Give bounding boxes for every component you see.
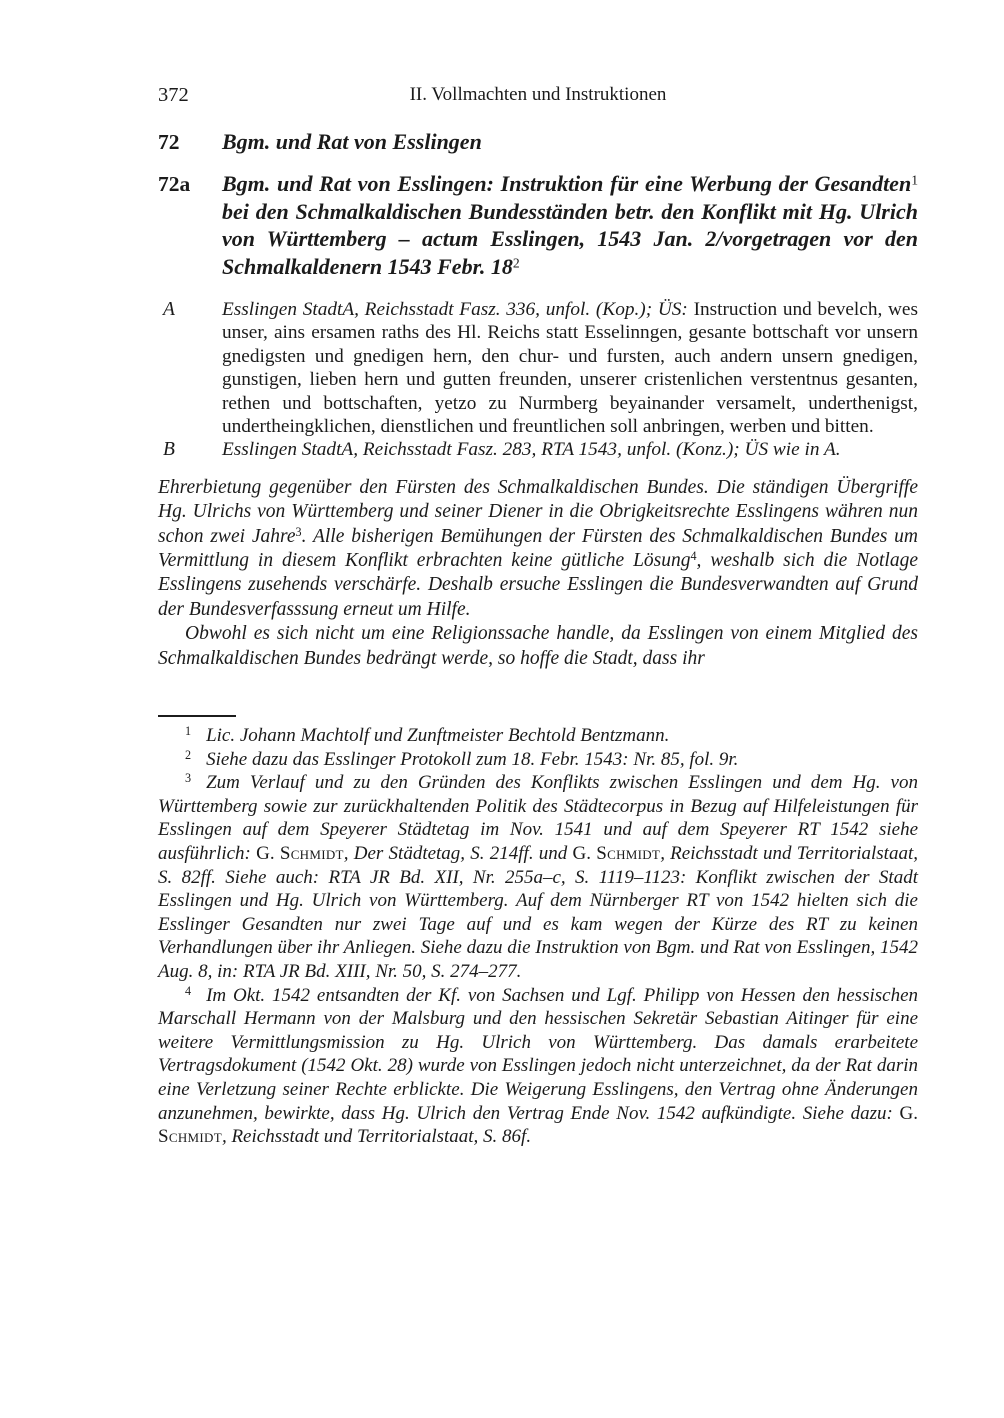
running-head: II. Vollmachten und Instruktionen <box>409 84 667 105</box>
footnote-4-number: 4 <box>185 983 192 998</box>
regest-summary <box>158 476 918 671</box>
footnote-3-number: 3 <box>185 771 192 786</box>
entry-72a-title: Bgm. und Rat von Esslingen: Instruktion für eine Werbung der Gesandten$^1$ bei den Schmalkaldischen Bundesständen betr. den Konflikt mit Hg. Ulrich von Württemberg – actum Esslingen, 1543 Jan. 2/vorgetragen vor den Schmalkaldenern 1543 Febr. $18^2$ <box>222 171 918 279</box>
footnote-separator-rule <box>158 715 236 717</box>
footnote-1-text: Lic. Johann Machtolf und Zunftmeister Bechtold Bentzmann. <box>206 725 670 747</box>
source-list <box>158 298 918 462</box>
entry-72a-number: 72a <box>158 172 191 196</box>
footnotes-section <box>158 715 918 1149</box>
source-entry-b <box>158 438 918 461</box>
summary-paragraph-1: Ehrerbietung gegenüber den Fürsten des Schmalkaldischen Bundes. Die ständigen Übergriffe Hg. Ulrichs von Württemberg und seiner Diener in die Obrigkeitsrechte Esslingens währen nun schon zwei Jahre$^3$. Alle bisherigen Bemühungen der Fürsten des Schmalkaldischen Bundes um Vermittlung in diesem Konflikt erbrachten keine gütliche Lösung$^4$, weshalb sich die Notlage Esslingens zusehends verschärfe. Deshalb ersuche Esslingen die Bundesverwandten auf Grund der Bundesverfasssung erneut um Hilfe. <box>158 476 918 620</box>
footnote-4-text: Im Okt. 1542 entsandten der Kf. von Sachsen und Lgf. Philipp von Hessen den hessischen Marschall Hermann von der Malsburg und den hessischen Sekretär Sebastian Aitinger für eine weitere Vermittlungsmission zu Hg. Ulrich von Württemberg. Das damals erarbeitete Vertragsdokument (1542 Okt. 28) wurde von Esslingen jedoch nicht unterzeichnet, da der Rat darin eine Verletzung seiner Rechte erblickte. Die Weigerung Esslingens, den Vertrag ohne Änderungen anzunehmen, bewirkte, dass Hg. Ulrich den Vertrag Ende Nov. 1542 aufkündigte. Siehe dazu: G. Schmidt, Reichsstadt und Territorialstaat, S. 86f. <box>158 984 918 1148</box>
entry-72a <box>158 170 918 280</box>
source-text-b: Esslingen StadtA, Reichsstadt Fasz. 283, RTA 1543, unfol. (Konz.); ÜS wie in A. <box>222 439 841 461</box>
entry-72-title: Bgm. und Rat von Esslingen <box>222 129 482 154</box>
footnote-2 <box>158 748 918 772</box>
footnote-2-text: Siehe dazu das Esslinger Protokoll zum 18. Febr. 1543: Nr. 85, fol. 9r. <box>206 748 739 770</box>
footnote-3-text: Zum Verlauf und zu den Gründen des Konflikts zwischen Esslingen und dem Hg. von Württemberg sowie zur zurückhaltenden Politik des Städtecorpus in Bezug auf Hilfeleistungen für Esslingen auf dem Speyerer Städtetag im Nov. 1541 und auf dem Speyerer RT 1542 siehe ausführlich: G. Schmidt, Der Städtetag, S. 214ff. und G. Schmidt, Reichsstadt und Territorialstaat, S. 82ff. Siehe auch: RTA JR Bd. XII, Nr. 255a–c, S. 1119–1123: Konflikt zwischen der Stadt Esslingen und Hg. Ulrich von Württemberg. Auf dem Nürnberger RT von 1542 hielten sich die Esslinger Gesandten nur zwei Tage auf und es kam wegen der Kürze des RT zu keinen Verhandlungen über ihr Anliegen. Siehe dazu die Instruktion von Bgm. und Rat von Esslingen, 1542 Aug. 8, in: RTA JR Bd. XIII, Nr. 50, S. 274–277. <box>158 772 918 983</box>
entry-72 <box>158 128 918 156</box>
source-text-a: Esslingen StadtA, Reichsstadt Fasz. 336, unfol. (Kop.); ÜS: Instruction und bevelch, wes unser, ains ersamen raths des Hl. Reichs statt Esselinngen, gesante bottschaft vor unsern gnedigsten und gnedigen hern, den chur- und fursten, auch andern unsern gnedigen, gunstigen, lieben hern und gutten freunden, unserer cristenlichen verstentnus gesanten, rethen und bottschaften, yetzo zu Nurmberg beyainander versamelt, underthenigst, undertheingklichen, dienstlichen und freuntlichen soll anbringen, werben und bitten. <box>222 299 918 438</box>
footnote-1 <box>158 724 918 748</box>
summary-paragraph-2: Obwohl es sich nicht um eine Religionssache handle, da Esslingen von einem Mitglied des Schmalkaldischen Bundes bedrängt werde, so hoffe die Stadt, dass ihr <box>158 623 918 669</box>
page-number: 372 <box>158 84 189 106</box>
footnote-list <box>158 724 918 1149</box>
page-header <box>158 82 918 108</box>
source-label-a: A <box>163 299 175 320</box>
footnote-4 <box>158 984 918 1149</box>
source-entry-a <box>158 298 918 438</box>
footnote-1-number: 1 <box>185 724 192 739</box>
entry-72-number: 72 <box>158 130 180 154</box>
footnote-2-number: 2 <box>185 747 192 762</box>
source-label-b: B <box>163 439 175 461</box>
footnote-3 <box>158 771 918 983</box>
